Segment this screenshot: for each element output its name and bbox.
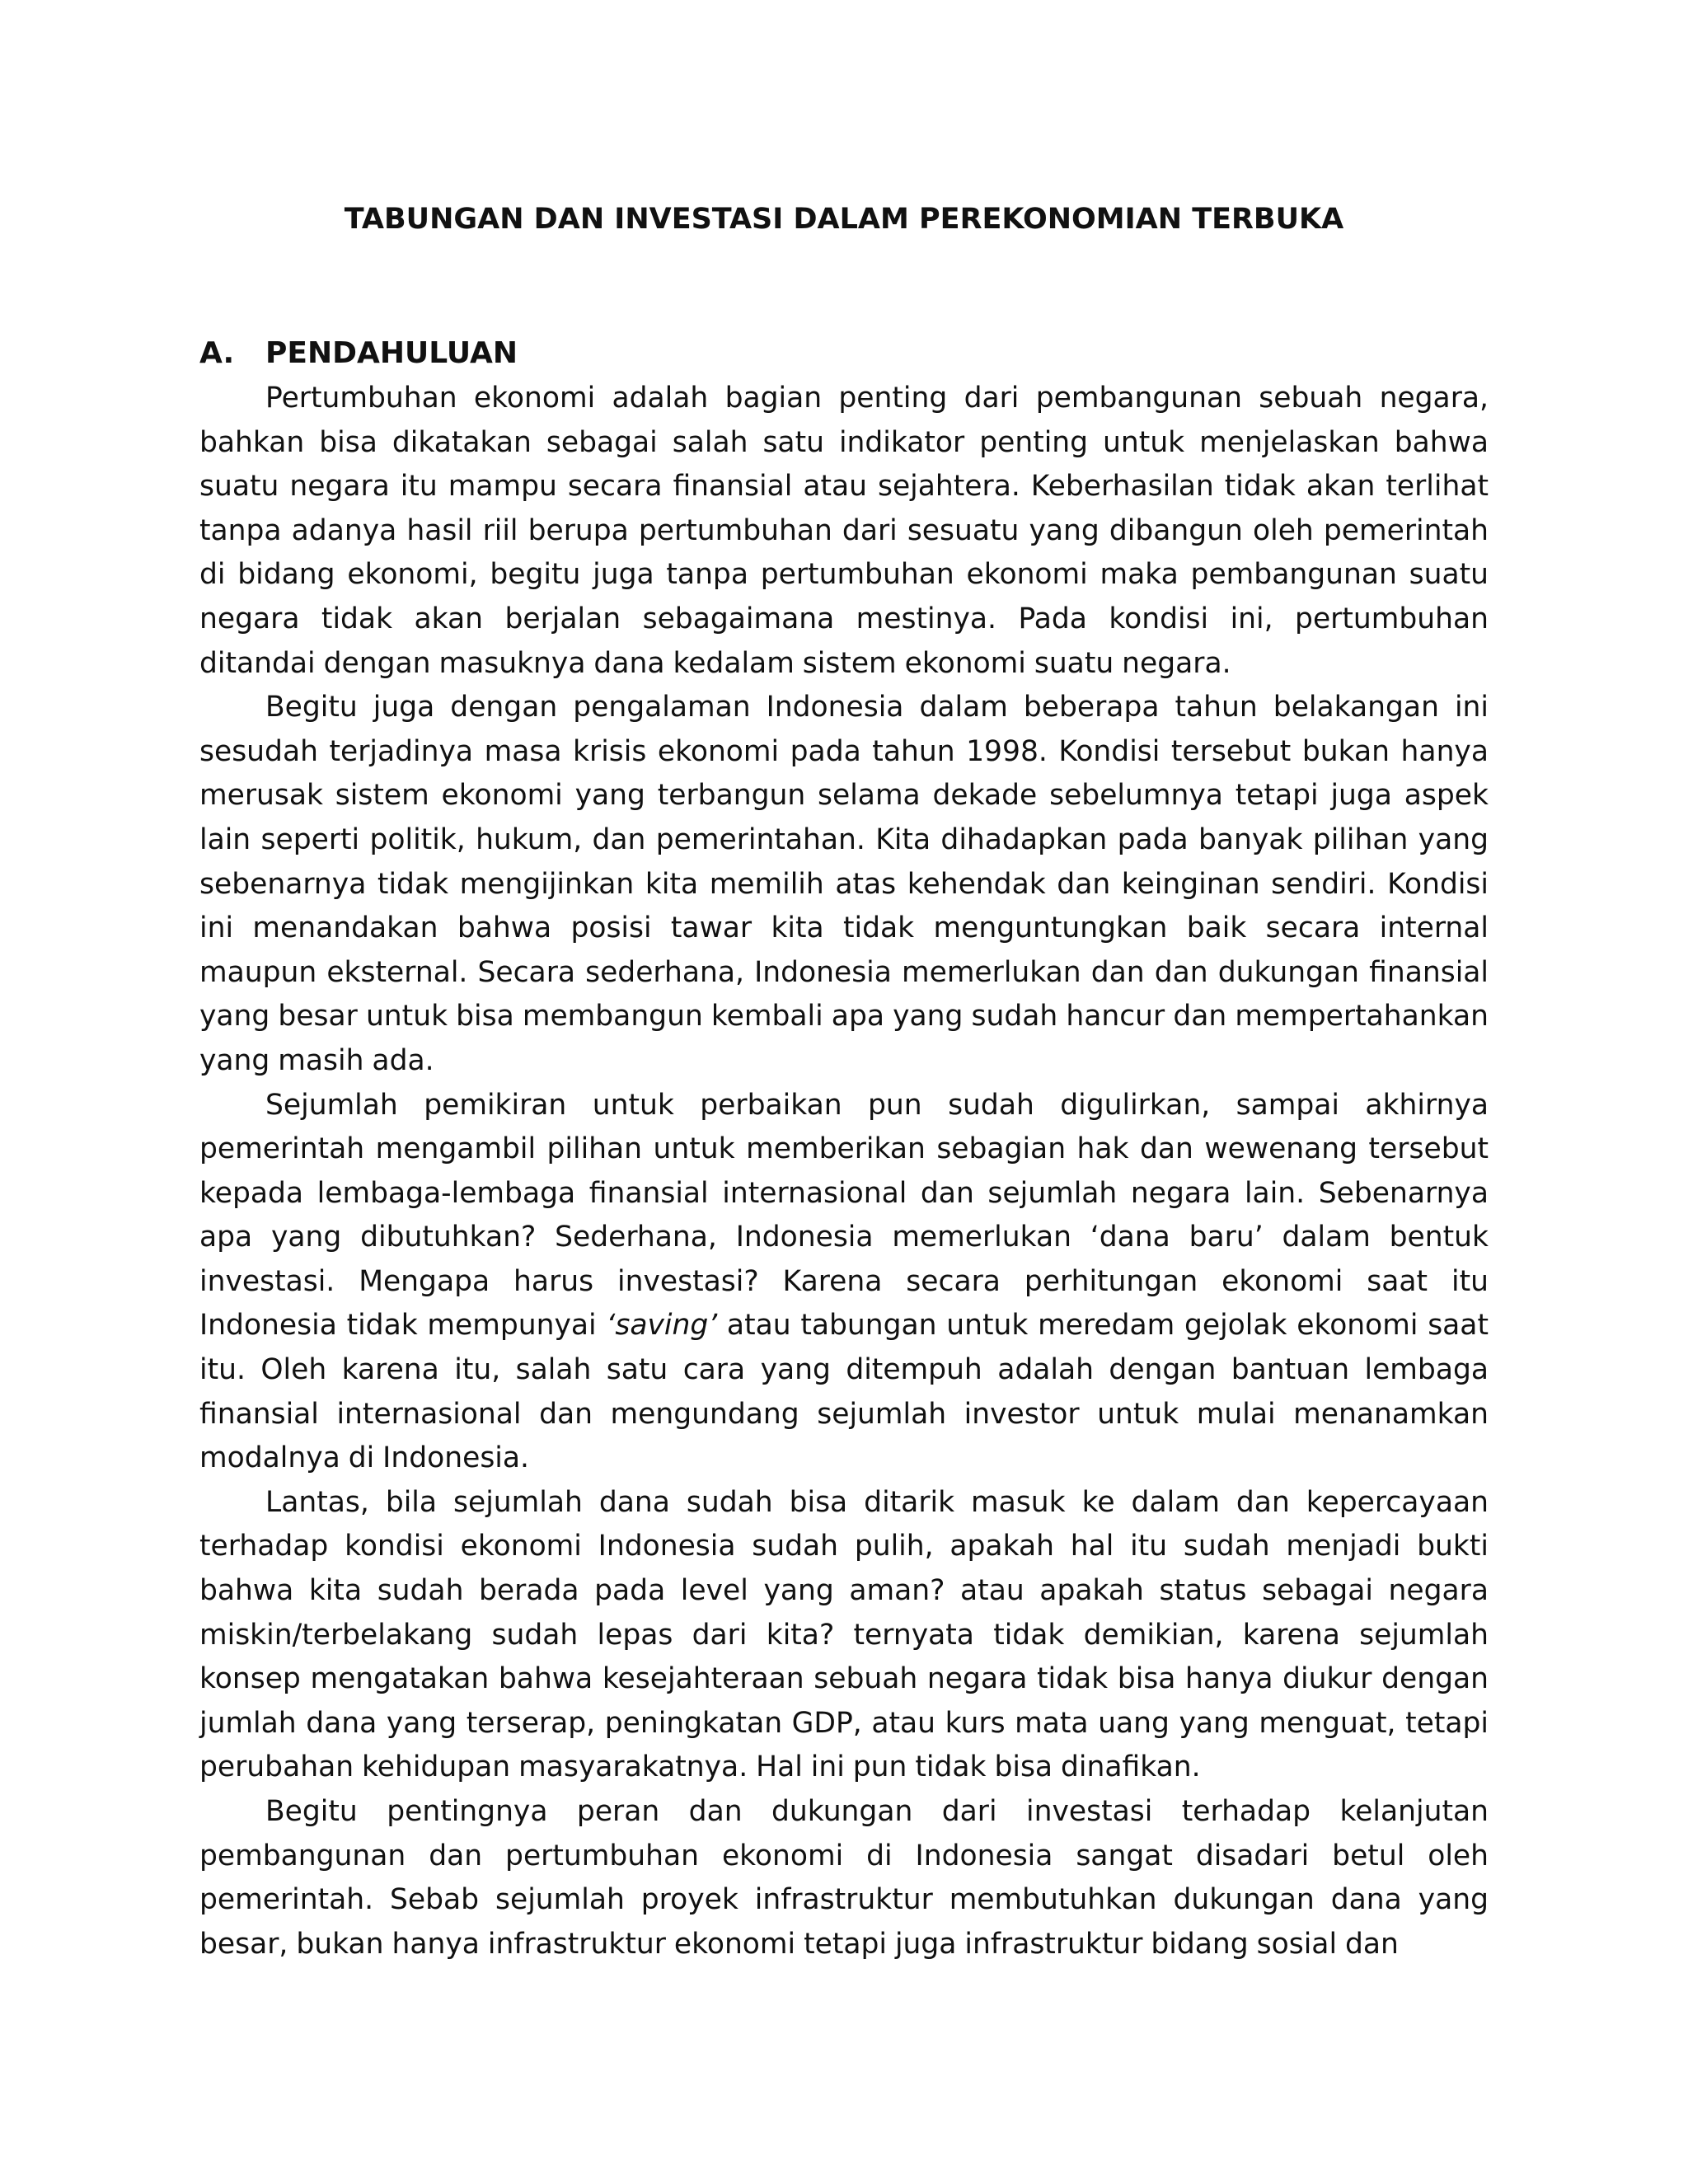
document-body bbox=[199, 377, 1489, 1966]
section-number: A. bbox=[199, 336, 235, 370]
document-page bbox=[199, 0, 1489, 2184]
paragraph-text: atau tabungan untuk meredam gejolak ekonomi saat itu. Oleh karena itu, salah satu cara yang ditempuh adalah dengan bantuan lembaga finansial internasional dan mengundang sejumlah investor untuk mulai menanamkan modalnya di Indonesia. bbox=[199, 1309, 1489, 1475]
paragraph-text: Lantas, bila sejumlah dana sudah bisa ditarik masuk ke dalam dan kepercayaan terhadap kondisi ekonomi Indonesia sudah pulih, apakah hal itu sudah menjadi bukti bahwa kita sudah berada pada level yang aman? atau apakah status sebagai negara miskin/terbelakang sudah lepas dari kita? ternyata tidak demikian, karena sejumlah konsep mengatakan bahwa kesejahteraan sebuah negara tidak bisa hanya diukur dengan jumlah dana yang terserap, peningkatan GDP, atau kurs mata uang yang menguat, tetapi perubahan kehidupan masyarakatnya. Hal ini pun tidak bisa dinafikan. bbox=[199, 1485, 1489, 1784]
paragraph-4 bbox=[199, 1481, 1489, 1790]
paragraph-2 bbox=[199, 686, 1489, 1083]
section-heading bbox=[199, 333, 1489, 374]
paragraph-text: Sejumlah pemikiran untuk perbaikan pun sudah digulirkan, sampai akhirnya pemerintah mengambil pilihan untuk memberikan sebagian hak dan wewenang tersebut kepada lembaga-lembaga finansial internasional dan sejumlah negara lain. Sebenarnya apa yang dibutuhkan? Sederhana, Indonesia memerlukan ‘dana baru’ dalam bentuk investasi. Mengapa harus investasi? Karena secara perhitungan ekonomi saat itu Indonesia tidak mempunyai bbox=[199, 1088, 1489, 1343]
document-title: TABUNGAN DAN INVESTASI DALAM PEREKONOMIAN TERBUKA bbox=[344, 203, 1344, 236]
section-title: PENDAHULUAN bbox=[265, 336, 518, 370]
paragraph-5 bbox=[199, 1790, 1489, 1966]
paragraph-3 bbox=[199, 1084, 1489, 1481]
paragraph-text: Begitu pentingnya peran dan dukungan dari investasi terhadap kelanjutan pembangunan dan pertumbuhan ekonomi di Indonesia sangat disadari betul oleh pemerintah. Sebab sejumlah proyek infrastruktur membutuhkan dukungan dana yang besar, bukan hanya infrastruktur ekonomi tetapi juga infrastruktur bidang sosial dan bbox=[199, 1795, 1489, 1961]
paragraph-text: Pertumbuhan ekonomi adalah bagian penting dari pembangunan sebuah negara, bahkan bisa dikatakan sebagai salah satu indikator penting untuk menjelaskan bahwa suatu negara itu mampu secara finansial atau sejahtera. Keberhasilan tidak akan terlihat tanpa adanya hasil riil berupa pertumbuhan dari sesuatu yang dibangun oleh pemerintah di bidang ekonomi, begitu juga tanpa pertumbuhan ekonomi maka pembangunan suatu negara tidak akan berjalan sebagaimana mestinya. Pada kondisi ini, pertumbuhan ditandai dengan masuknya dana kedalam sistem ekonomi suatu negara. bbox=[199, 382, 1489, 680]
paragraph-1 bbox=[199, 377, 1489, 686]
paragraph-text: Begitu juga dengan pengalaman Indonesia dalam beberapa tahun belakangan ini sesudah terjadinya masa krisis ekonomi pada tahun 1998. Kondisi tersebut bukan hanya merusak sistem ekonomi yang terbangun selama dekade sebelumnya tetapi juga aspek lain seperti politik, hukum, dan pemerintahan. Kita dihadapkan pada banyak pilihan yang sebenarnya tidak mengijinkan kita memilih atas kehendak dan keinginan sendiri. Kondisi ini menandakan bahwa posisi tawar kita tidak menguntungkan baik secara internal maupun eksternal. Secara sederhana, Indonesia memerlukan dan dan dukungan finansial yang besar untuk bisa membangun kembali apa yang sudah hancur dan mempertahankan yang masih ada. bbox=[199, 691, 1489, 1077]
italic-term: ‘saving’ bbox=[606, 1309, 718, 1343]
